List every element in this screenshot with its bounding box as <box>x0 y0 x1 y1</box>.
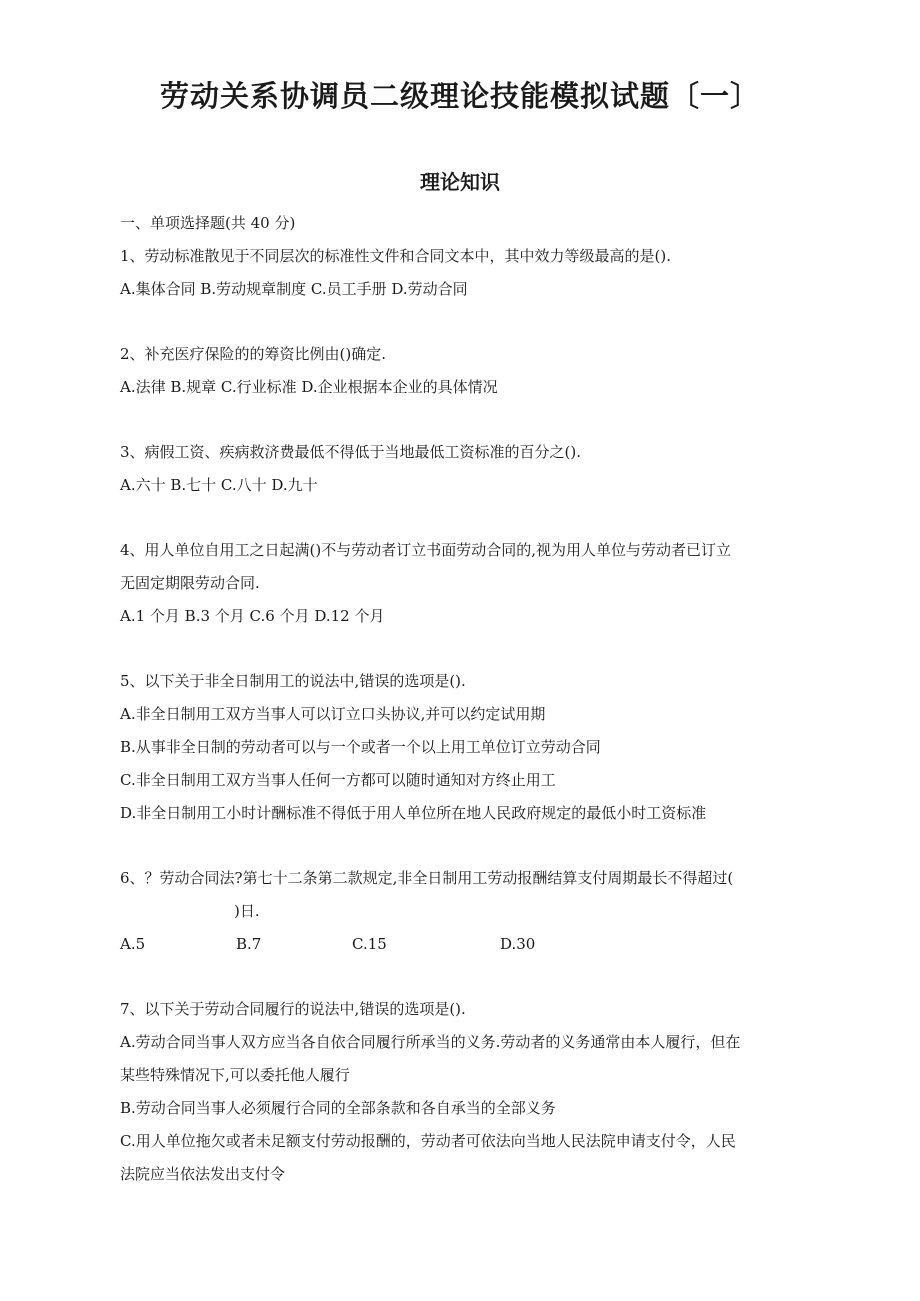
spacer <box>120 404 820 436</box>
question-6-options <box>120 928 820 961</box>
question-6-text: 6、？劳动合同法?第七十二条第二款规定,非全日制用工劳动报酬结算支付周期最长不得超过( <box>120 869 734 887</box>
question-7-text: 7、以下关于劳动合同履行的说法中,错误的选项是(). <box>120 1000 466 1018</box>
spacer <box>120 830 820 862</box>
question-4-options: A.1 个月 B.3 个月 C.6 个月 D.12 个月 <box>120 607 385 625</box>
question-4-text-cont: 无固定期限劳动合同. <box>120 574 260 592</box>
document-title: 劳动关系协调员二级理论技能模拟试题〔一〕 <box>159 79 760 113</box>
question-3-options: A.六十 B.七十 C.八十 D.九十 <box>120 476 318 494</box>
question-6-option-c: C.15 <box>352 935 387 953</box>
question-1-options: A.集体合同 B.劳动规章制度 C.员工手册 D.劳动合同 <box>120 280 468 298</box>
question-6-option-a: A.5 <box>120 935 146 953</box>
question-2-text: 2、补充医疗保险的的筹资比例由()确定. <box>120 345 387 363</box>
spacer <box>120 306 820 338</box>
section-title: 理论知识 <box>420 170 500 194</box>
question-3-text: 3、病假工资、疾病救济费最低不得低于当地最低工资标准的百分之(). <box>120 443 582 461</box>
question-5-option-d: D.非全日制用工小时计酬标准不得低于用人单位所在地人民政府规定的最低小时工资标准 <box>120 804 707 822</box>
spacer <box>120 961 820 993</box>
question-list <box>120 207 820 1191</box>
spacer <box>120 502 820 534</box>
question-6-option-d: D.30 <box>500 935 536 953</box>
question-5-text: 5、以下关于非全日制用工的说法中,错误的选项是(). <box>120 672 466 690</box>
spacer <box>120 633 820 665</box>
question-6-option-b: B.7 <box>236 935 262 953</box>
question-7-option-a-cont: 某些特殊情况下,可以委托他人履行 <box>120 1066 350 1084</box>
question-7-option-b: B.劳动合同当事人必须履行合同的全部条款和各自承当的全部义务 <box>120 1099 556 1117</box>
part-heading: 一、单项选择题(共 40 分) <box>120 214 296 232</box>
question-6-text-cont: )日. <box>234 902 260 920</box>
question-2-options: A.法律 B.规章 C.行业标准 D.企业根据本企业的具体情况 <box>120 378 498 396</box>
question-7-option-c-cont: 法院应当依法发出支付令 <box>120 1165 286 1183</box>
question-7-option-c: C.用人单位拖欠或者未足额支付劳动报酬的，劳动者可依法向当地人民法院申请支付令，人民 <box>120 1132 736 1150</box>
question-5-option-a: A.非全日制用工双方当事人可以订立口头协议,并可以约定试用期 <box>120 705 546 723</box>
question-7-option-a: A.劳动合同当事人双方应当各自依合同履行所承当的义务.劳动者的义务通常由本人履行，但在 <box>120 1033 741 1051</box>
question-5-option-b: B.从事非全日制的劳动者可以与一个或者一个以上用工单位订立劳动合同 <box>120 738 601 756</box>
question-5-option-c: C.非全日制用工双方当事人任何一方都可以随时通知对方终止用工 <box>120 771 556 789</box>
question-1-text: 1、劳动标准散见于不同层次的标准性文件和合同文本中，其中效力等级最高的是(). <box>120 247 672 265</box>
question-4-text: 4、用人单位自用工之日起满()不与劳动者订立书面劳动合同的,视为用人单位与劳动者已订立 <box>120 541 732 559</box>
